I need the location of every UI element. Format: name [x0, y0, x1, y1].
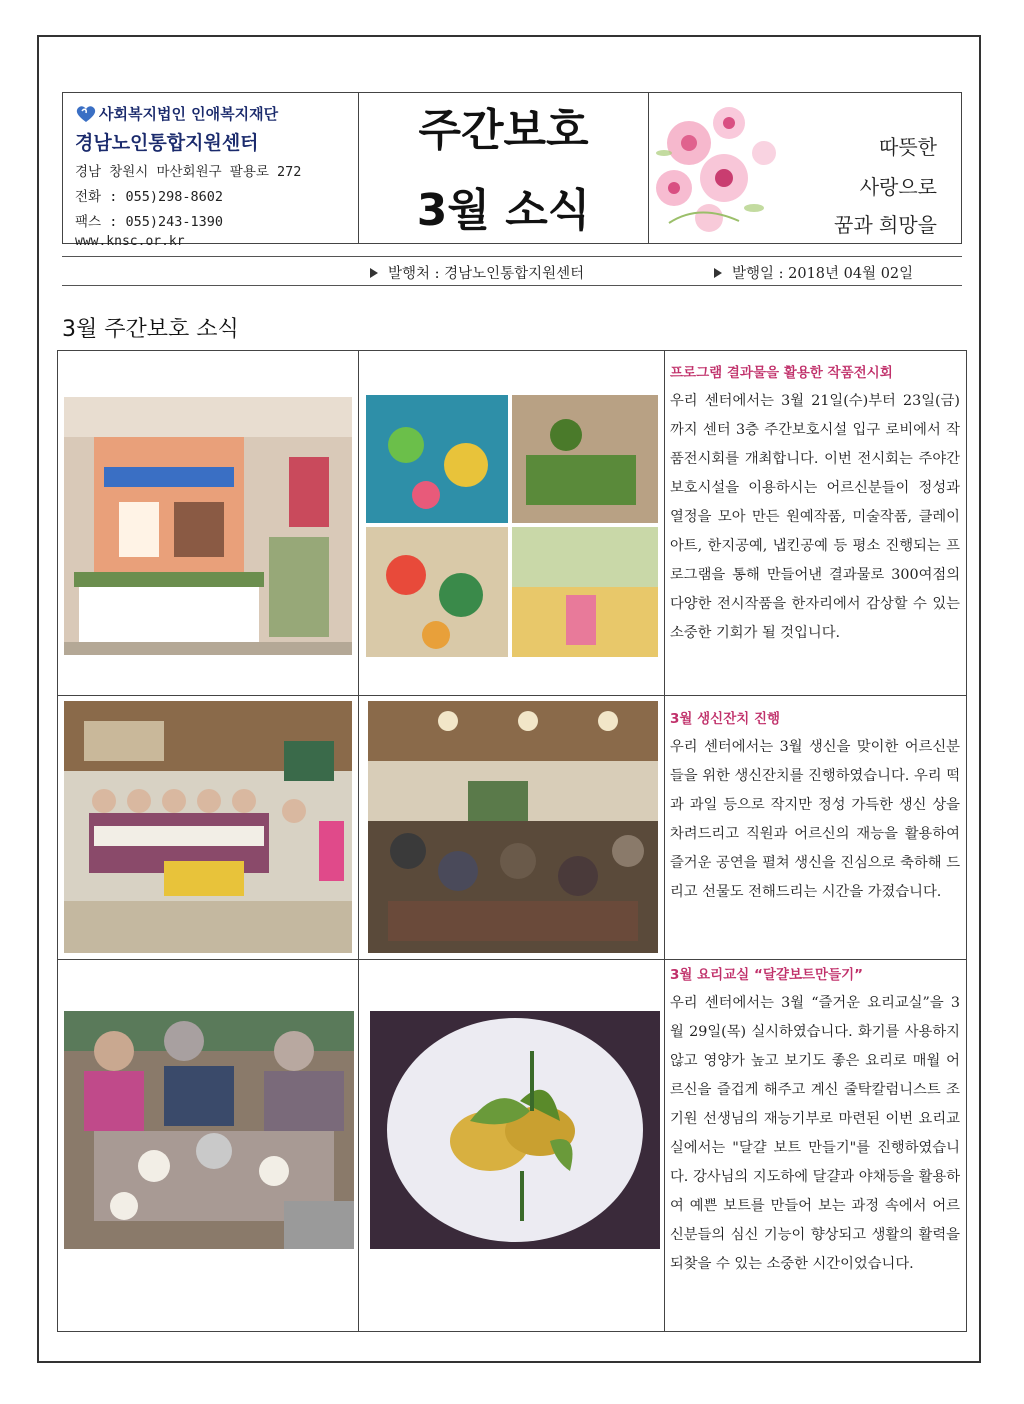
exhibition-booth-photo	[64, 397, 352, 655]
slogan-line-2: 사랑으로	[859, 175, 937, 199]
cooking-class-photo	[64, 1011, 354, 1249]
org-parent-label: 사회복지법인 인애복지재단	[99, 105, 279, 123]
publisher-bar	[62, 256, 962, 286]
heart-icon	[75, 105, 97, 123]
pointer-icon	[370, 268, 378, 278]
grid-divider	[58, 695, 966, 696]
issue-date-item	[714, 262, 913, 283]
article-heading: 3월 요리교실 “달걀보트만들기”	[670, 967, 864, 983]
title-line-2: 3월 소식	[416, 185, 591, 236]
article-heading: 3월 생신잔치 진행	[670, 711, 781, 727]
publisher-text: 발행처 : 경남노인통합지원센터	[388, 266, 585, 282]
publisher-item	[370, 262, 584, 283]
org-parent	[75, 103, 346, 124]
title-line-1: 주간보호	[418, 105, 589, 156]
org-phone: 전화 : 055)298-8602	[75, 189, 223, 205]
org-fax: 팩스 : 055)243-1390	[75, 214, 223, 230]
newsletter-title	[359, 93, 649, 243]
article-body: 우리 센터에서는 3월 “즐거운 요리교실”을 3월 29일(목) 실시하였습니다. 화기를 사용하지 않고 영양가 높고 보기도 좋은 요리로 매월 어르신을 즐겁게 해주고 계신 줄탁칼럼니스트 조기원 선생님의 재능기부로 마련된 이번 요리교실에서는 "달걀 보트 만들기"를 진행하였습니다. 강사님의 지도하에 달걀과 야채등을 활용하여 예쁜 보트를 만들어 보는 과정 속에서 어르신분들의 심신 기능이 향상되고 생활의 활력을 되찾을 수 있는 소중한 시간이었습니다.	[670, 995, 960, 1272]
org-address: 경남 창원시 마산회원구 팔용로 272	[75, 164, 302, 180]
org-name: 경남노인통합지원센터	[75, 132, 259, 154]
slogan-line-3: 꿈과 희망을	[834, 213, 937, 237]
issue-date-text: 발행일 : 2018년 04월 02일	[732, 266, 914, 282]
article-body: 우리 센터에서는 3월 생신을 맞이한 어르신분들을 위한 생신잔치를 진행하였습니다. 우리 떡과 과일 등으로 작지만 정성 가득한 생신 상을 차려드리고 직원과 어르신의 재능을 활용하여 즐거운 공연을 펼쳐 생신을 진심으로 축하해 드리고 선물도 전해드리는 시간을 가졌습니다.	[670, 739, 960, 900]
birthday-party-photo	[64, 701, 352, 953]
slogan-line-1: 따뜻한	[879, 135, 937, 159]
org-info	[63, 93, 359, 249]
grid-divider	[664, 351, 665, 1331]
grid-divider	[58, 959, 966, 960]
section-title: 3월 주간보호 소식	[62, 317, 239, 342]
article-birthday	[670, 707, 960, 907]
party-hall-photo	[368, 701, 658, 953]
pointer-icon	[714, 268, 722, 278]
flower-decoration	[649, 93, 809, 243]
egg-boat-dish-photo	[370, 1011, 660, 1249]
article-exhibition	[670, 361, 960, 648]
grid-divider	[358, 351, 359, 1331]
article-body: 우리 센터에서는 3월 21일(수)부터 23일(금)까지 센터 3층 주간보호시설 입구 로비에서 작품전시회를 개최합니다. 이번 전시회는 주야간보호시설을 이용하시는 어르신분들이 정성과 열정을 모아 만든 원예작품, 미술작품, 클레이아트, 한지공예, 냅킨공예 등 평소 진행되는 프로그램을 통해 만들어낸 결과물로 300여점의 다양한 전시작품을 한자리에서 감상할 수 있는 소중한 기회가 될 것입니다.	[670, 393, 960, 641]
artwork-collage-photo	[366, 395, 658, 657]
article-cooking	[670, 963, 960, 1279]
newsletter-header	[62, 92, 962, 249]
news-grid	[57, 350, 967, 1332]
slogan-box	[649, 93, 961, 243]
org-website[interactable]: www.knsc.or.kr	[75, 234, 185, 249]
article-heading: 프로그램 결과물을 활용한 작품전시회	[670, 365, 893, 381]
